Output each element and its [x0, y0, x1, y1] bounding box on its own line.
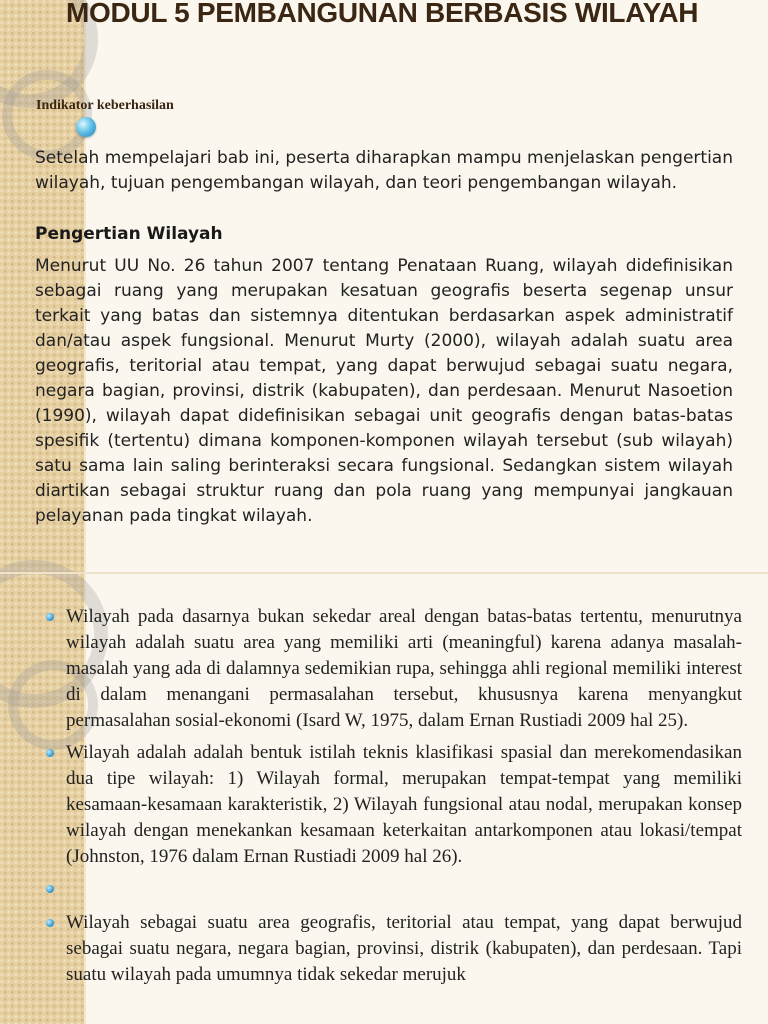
bullet-text: Wilayah adalah adalah bentuk istilah teknis klasifikasi spasial dan merekomendasikan dua tipe wilayah: 1) Wilayah formal, merupakan tempat-tempat yang memiliki kesamaan-kesamaan karakteristik, 2) Wilayah fungsional atau nodal, merupakan konsep wilayah dengan menekankan kesamaan keterkaitan antarkomponen atau lokasi/tempat (Johnston, 1976 dalam Ernan Rustiadi 2009 hal 26).	[66, 742, 742, 867]
bullet-text: Wilayah sebagai suatu area geografis, teritorial atau tempat, yang dapat berwujud sebagai suatu negara, negara bagian, provinsi, distrik (kabupaten), dan perdesaan. Tapi suatu wilayah pada umumnya tidak sekedar merujuk	[66, 912, 742, 985]
slide-divider	[0, 572, 768, 574]
bullet-dot-icon	[46, 613, 54, 621]
definition-paragraph: Menurut UU No. 26 tahun 2007 tentang Penataan Ruang, wilayah didefinisikan sebagai ruang yang merupakan kesatuan geografis beserta segenap unsur terkait yang batas dan sistemnya ditentukan berdasarkan aspek administratif dan/atau aspek fungsional. Menurut Murty (2000), wilayah adalah suatu area geografis, teritorial atau tempat, yang dapat berwujud sebagai suatu negara, negara bagian, provinsi, distrik (kabupaten), dan perdesaan. Menurut Nasoetion (1990), wilayah dapat didefinisikan sebagai unit geografis dengan batas-batas spesifik (tertentu) dimana komponen-komponen wilayah tersebut (sub wilayah) satu sama lain saling berinteraksi secara fungsional. Sedangkan sistem wilayah diartikan sebagai struktur ruang dan pola ruang yang mempunyai jangkauan pelayanan pada tingkat wilayah.	[35, 256, 733, 526]
bullet-item	[46, 740, 742, 870]
page-title: MODUL 5 PEMBANGUNAN BERBASIS WILAYAH	[66, 0, 699, 28]
bullet-item-empty	[46, 876, 742, 904]
bullet-text: Wilayah pada dasarnya bukan sekedar areal dengan batas-batas tertentu, menurutnya wilayah adalah suatu area yang memiliki arti (meaningful) karena adanya masalah-masalah yang ada di dalamnya sedemikian rupa, sehingga ahli regional memiliki interest di dalam menangani permasalahan tersebut, khususnya karena menyangkut permasalahan sosial-ekonomi (Isard W, 1975, dalam Ernan Rustiadi 2009 hal 25).	[66, 606, 742, 731]
intro-paragraph: Setelah mempelajari bab ini, peserta diharapkan mampu menjelaskan pengertian wilayah, tujuan pengembangan wilayah, dan teori pengembangan wilayah.	[35, 148, 733, 193]
bullet-dot-icon	[46, 749, 54, 757]
section-heading: Pengertian Wilayah	[35, 224, 223, 244]
bullet-dot-icon	[46, 919, 54, 927]
indicator-label: Indikator keberhasilan	[36, 98, 174, 113]
blue-orb-icon	[76, 117, 96, 137]
bullet-list	[46, 604, 742, 994]
bullet-item	[46, 910, 742, 988]
bullet-item	[46, 604, 742, 734]
bullet-dot-icon	[46, 885, 54, 893]
